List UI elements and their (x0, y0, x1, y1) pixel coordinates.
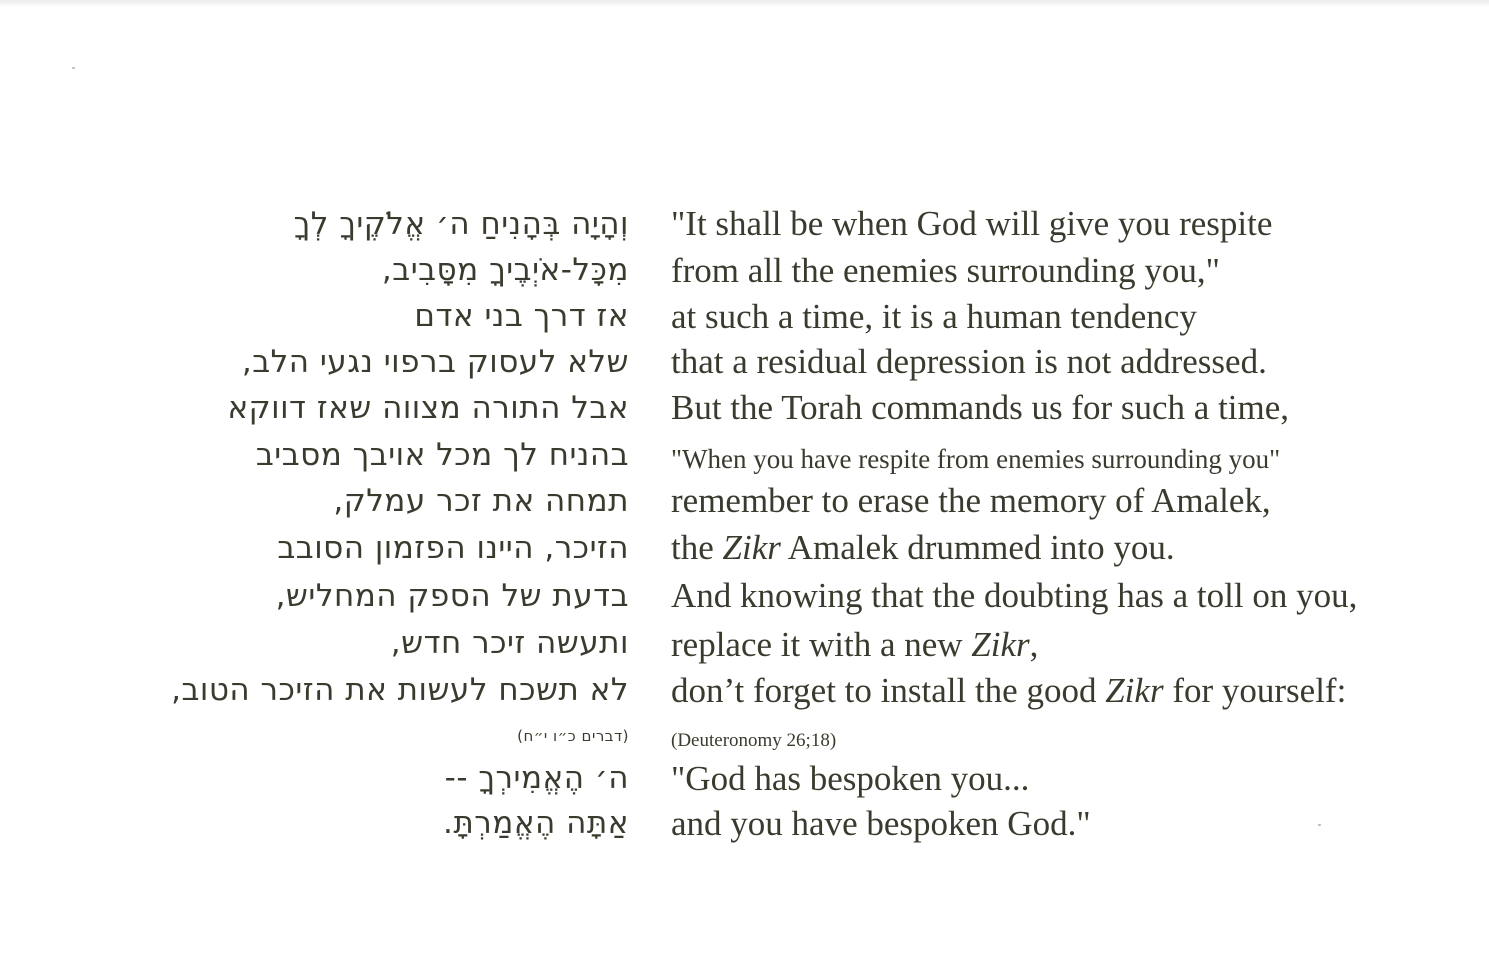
hebrew-line-7: תמחה את זכר עמלק, (333, 483, 629, 519)
zikr-term: Zikr (1105, 671, 1164, 710)
text-segment: , (1029, 625, 1039, 664)
english-line-7 (671, 481, 1271, 521)
english-line-3 (671, 297, 1197, 337)
hebrew-line-11: לא תשכח לעשות את הזיכר הטוב, (171, 672, 629, 708)
hebrew-line-14: אַתָּה הֶאֱמַרְתָּ. (443, 805, 629, 841)
english-line-6 (671, 444, 1280, 475)
hebrew-line-13: ה׳ הֶאֱמִירְךָ -- (444, 760, 629, 796)
hebrew-line-9: בדעת של הספק המחליש, (275, 578, 629, 614)
zikr-term: Zikr (722, 528, 781, 567)
text-segment: remember to erase the memory of Amalek, (671, 481, 1271, 520)
hebrew-line-1: וְהָיָה בְּהָנִיחַ ה׳ אֱלֹקֶיךָ לְךָ (293, 206, 629, 242)
text-segment: at such a time, it is a human tendency (671, 297, 1197, 336)
text-segment: and you have bespoken God." (671, 804, 1091, 843)
text-segment: the (671, 528, 723, 567)
hebrew-line-10: ותעשה זיכר חדש, (390, 625, 629, 661)
english-line-14 (671, 804, 1091, 844)
text-segment: that a residual depression is not addressed. (671, 342, 1267, 381)
scan-speck (72, 67, 75, 69)
english-line-1 (671, 204, 1272, 244)
scan-speck (1318, 824, 1321, 826)
english-line-13 (671, 759, 1029, 799)
hebrew-line-4: שלא לעסוק ברפוי נגעי הלב, (241, 344, 629, 380)
text-segment: "When you have respite from enemies surrounding you" (671, 444, 1281, 474)
text-segment: "God has bespoken you... (671, 759, 1030, 798)
zikr-term: Zikr (971, 625, 1030, 664)
text-segment: "It shall be when God will give you respite (671, 204, 1273, 243)
text-segment: replace it with a new (671, 625, 972, 664)
english-line-9 (671, 576, 1357, 616)
english-line-4 (671, 342, 1267, 382)
text-segment: And knowing that the doubting has a toll on you, (671, 576, 1358, 615)
hebrew-line-6: בהניח לך מכל אויבך מסביב (255, 437, 629, 473)
hebrew-citation: (דברים כ״ו י״ח) (517, 727, 629, 745)
english-citation (671, 730, 836, 752)
text-segment: from all the enemies surrounding you," (671, 251, 1220, 290)
scan-top-edge (0, 0, 1489, 7)
english-line-8 (671, 528, 1175, 568)
english-line-10 (671, 625, 1038, 665)
text-segment: don’t forget to install the good (671, 671, 1106, 710)
english-line-2 (671, 251, 1220, 291)
text-segment: But the Torah commands us for such a time, (671, 388, 1290, 427)
text-segment: (Deuteronomy 26;18) (671, 730, 837, 751)
hebrew-line-2: מִכָּל-אֹיְבֶיךָ מִסָּבִיב, (381, 252, 629, 288)
english-line-5 (671, 388, 1289, 428)
hebrew-line-5: אבל התורה מצווה שאז דווקא (227, 390, 629, 426)
hebrew-line-3: אז דרך בני אדם (414, 298, 629, 334)
english-line-11 (671, 671, 1346, 711)
hebrew-line-8: הזיכר, היינו הפזמון הסובב (277, 530, 629, 566)
text-segment: Amalek drummed into you. (780, 528, 1175, 567)
text-segment: for yourself: (1163, 671, 1347, 710)
